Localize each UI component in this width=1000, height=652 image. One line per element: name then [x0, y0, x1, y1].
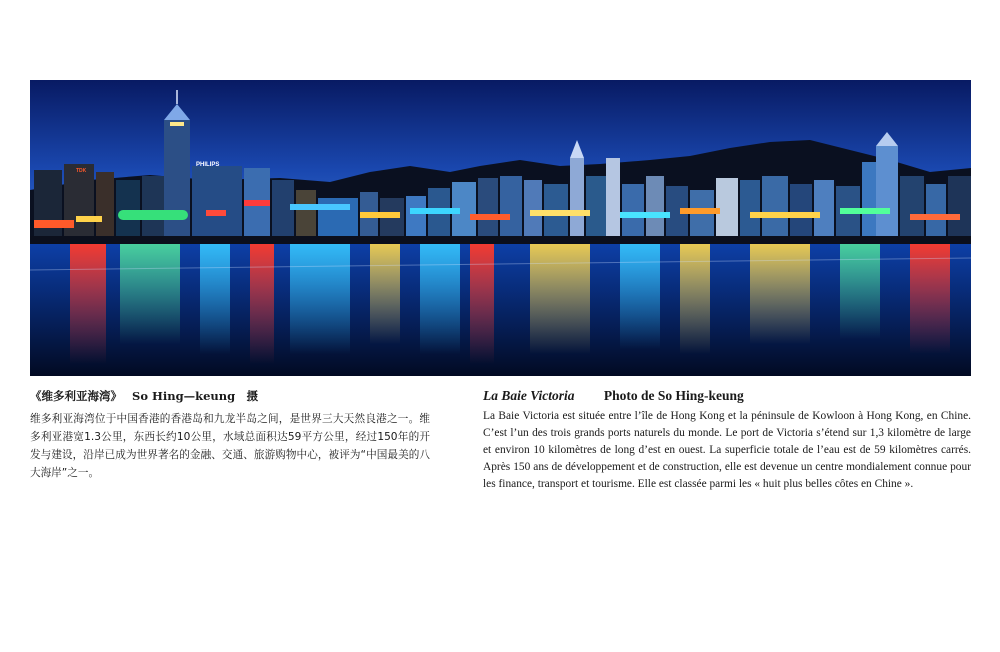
harbour-photo [30, 80, 971, 376]
skyline-illustration [30, 80, 971, 376]
chinese-photo-credit: So Hing—keung 摄 [132, 389, 259, 403]
tdk-sign: TDK [76, 168, 87, 174]
chinese-caption-title [30, 388, 430, 404]
philips-sign: PHILIPS [196, 162, 220, 168]
french-title: La Baie Victoria [483, 388, 575, 403]
shoreline [30, 236, 971, 244]
french-caption-title [483, 388, 971, 404]
chinese-title: 《维多利亚海湾》 [30, 389, 122, 403]
chinese-caption [30, 388, 430, 482]
french-caption-body: La Baie Victoria est située entre l’île de Hong Kong et la péninsule de Kowloon à Hong Kong, en Chine. C’est l’un des trois grands ports naturels du monde. Le port de Victoria s’étend sur 1,3 kilomètre de large et environ 10 kilomètres de long d’est en ouest. La superficie totale de l’eau est de 59 kilomètres carrés. Après 150 ans de développement et de construction, elle est devenue un centre mondialement connue pour les finance, transport et tourisme. Elle est classée parmi les « huit plus belles côtes en Chine ». [483, 410, 971, 490]
chinese-caption-body: 维多利亚海湾位于中国香港的香港岛和九龙半岛之间，是世界三大天然良港之一。维多利亚港宽1.3公里，东西长约10公里，水域总面积达59平方公里，经过150年的开发与建设，沿岸已成为世界著名的金融、交通、旅游购物中心，被评为“中国最美的八大海岸”之一。 [30, 413, 430, 479]
french-photo-credit: Photo de So Hing-keung [603, 388, 744, 403]
french-caption [483, 388, 971, 493]
